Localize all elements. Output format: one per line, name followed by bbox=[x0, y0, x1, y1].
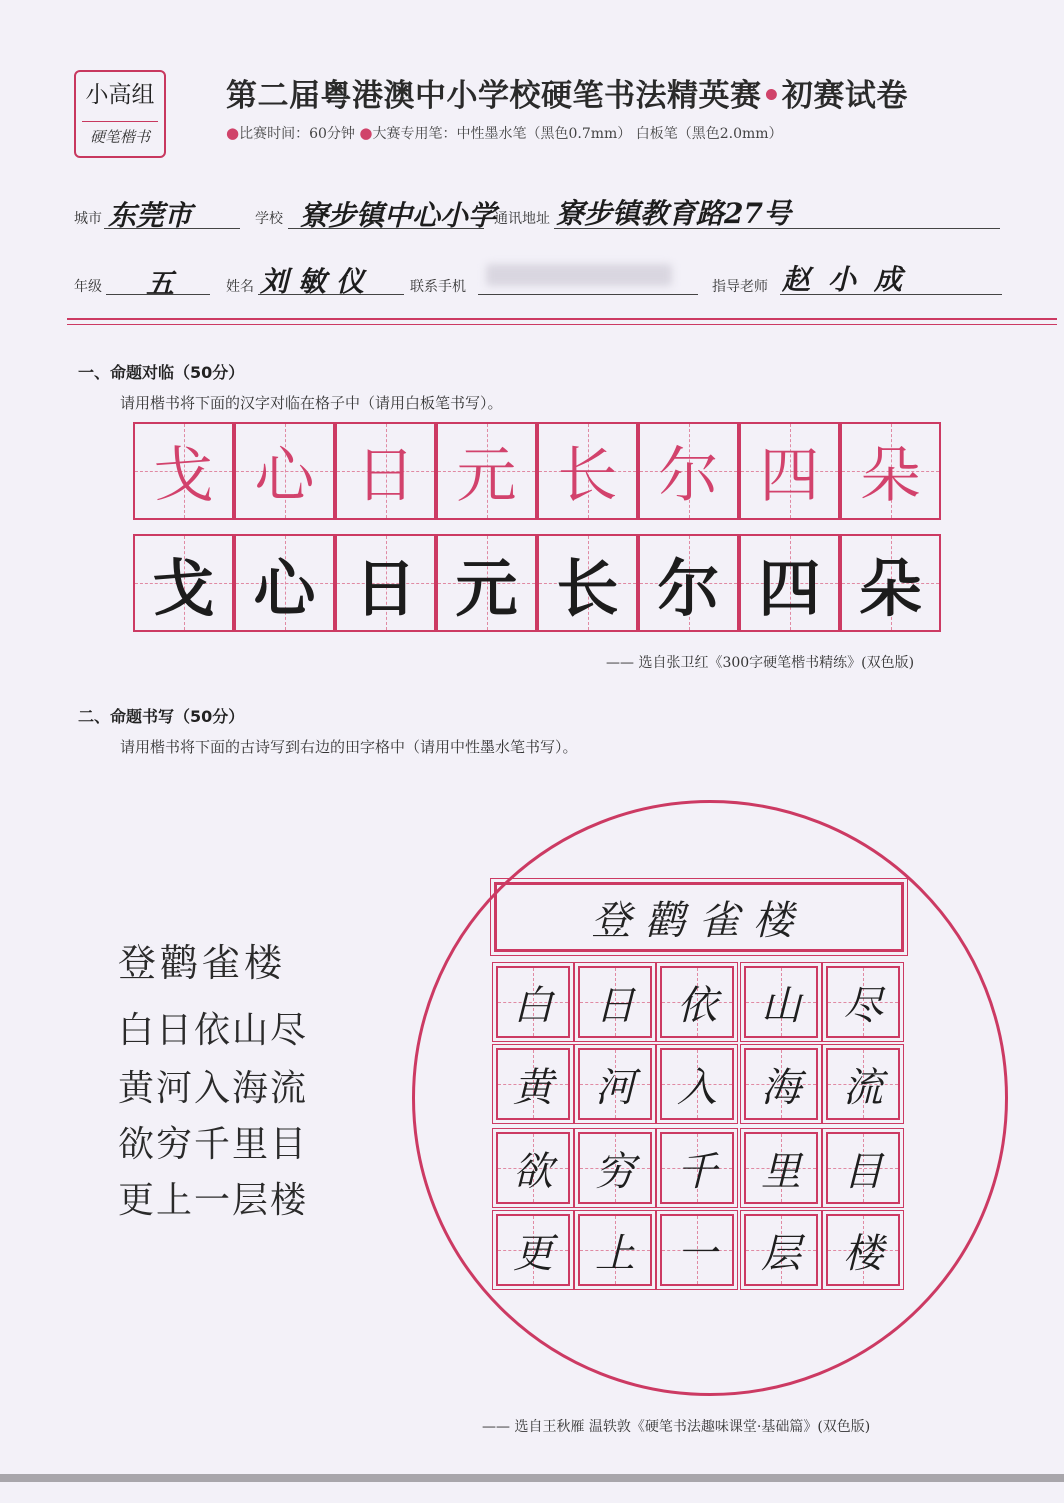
written-poem-cell[interactable] bbox=[496, 1214, 570, 1286]
bottom-bar bbox=[0, 1474, 1064, 1482]
model-char-row bbox=[133, 422, 942, 520]
model-char: 四 bbox=[759, 441, 820, 511]
name-label: 姓名 bbox=[226, 279, 254, 295]
title-dot: • bbox=[761, 78, 782, 114]
written-title-box[interactable] bbox=[494, 882, 904, 952]
written-char-cell[interactable] bbox=[739, 534, 840, 632]
written-char-cell[interactable] bbox=[537, 534, 638, 632]
written-poem-char: 里 bbox=[761, 1148, 801, 1195]
written-poem-cell[interactable] bbox=[578, 1132, 652, 1204]
written-poem-cell[interactable] bbox=[660, 1132, 734, 1204]
written-poem-cell[interactable] bbox=[578, 966, 652, 1038]
written-poem-cell[interactable] bbox=[660, 1048, 734, 1120]
written-poem-char: 河 bbox=[595, 1064, 635, 1111]
written-poem-char: 依 bbox=[677, 982, 717, 1029]
written-char-cell[interactable] bbox=[335, 534, 436, 632]
badge-category: 硬笔楷书 bbox=[89, 128, 150, 146]
written-poem-cell[interactable] bbox=[826, 966, 900, 1038]
written-char-cell[interactable] bbox=[133, 534, 234, 632]
school-label: 学校 bbox=[255, 211, 283, 227]
written-poem-cell[interactable] bbox=[496, 1048, 570, 1120]
phone-underline bbox=[478, 294, 698, 295]
model-char: 日 bbox=[355, 441, 416, 511]
exam-subtitle bbox=[226, 123, 783, 143]
written-poem-char: 日 bbox=[595, 982, 635, 1029]
written-poem-char: 欲 bbox=[513, 1148, 553, 1195]
exam-time: 比赛时间：60分钟 bbox=[239, 126, 355, 142]
written-poem-char: 千 bbox=[677, 1148, 717, 1195]
teacher-value: 赵小成 bbox=[782, 263, 921, 296]
written-poem-cell[interactable] bbox=[744, 966, 818, 1038]
written-poem-char: 流 bbox=[843, 1064, 883, 1111]
written-poem-cell[interactable] bbox=[744, 1048, 818, 1120]
written-poem-cell[interactable] bbox=[744, 1132, 818, 1204]
written-char-row bbox=[133, 534, 942, 632]
grade-value: 五 bbox=[146, 267, 175, 300]
poem-line: 更上一层楼 bbox=[118, 1180, 309, 1221]
name-value: 刘敏仪 bbox=[260, 265, 375, 298]
model-char-cell bbox=[739, 422, 840, 520]
header-divider bbox=[67, 318, 1057, 320]
grade-underline bbox=[106, 294, 210, 295]
teacher-underline bbox=[780, 294, 1002, 295]
written-poem-cell[interactable] bbox=[744, 1214, 818, 1286]
group-badge bbox=[74, 70, 166, 158]
city-label: 城市 bbox=[74, 211, 102, 227]
exam-pens: 大赛专用笔：中性墨水笔（黑色0.7mm） 白板笔（黑色2.0mm） bbox=[372, 126, 783, 142]
phone-label: 联系手机 bbox=[410, 279, 466, 295]
written-title: 登鹳雀楼 bbox=[591, 897, 807, 944]
written-char-cell[interactable] bbox=[638, 534, 739, 632]
written-poem-char: 山 bbox=[761, 982, 801, 1029]
written-poem-char: 穷 bbox=[595, 1148, 635, 1195]
written-char: 日 bbox=[354, 551, 417, 625]
model-char-cell bbox=[638, 422, 739, 520]
school-value: 寮步镇中心小学 bbox=[300, 199, 497, 232]
section2-desc: 请用楷书将下面的古诗写到右边的田字格中（请用中性墨水笔书写）。 bbox=[120, 738, 578, 756]
written-poem-char: 白 bbox=[513, 982, 553, 1029]
written-poem-cell[interactable] bbox=[826, 1132, 900, 1204]
section1-source: —— 选自张卫红《300字硬笔楷书精练》(双色版) bbox=[606, 655, 915, 671]
written-poem-char: 更 bbox=[513, 1230, 553, 1277]
written-poem-cell[interactable] bbox=[578, 1214, 652, 1286]
written-char-cell[interactable] bbox=[840, 534, 941, 632]
model-char-cell bbox=[335, 422, 436, 520]
address-value: 寮步镇教育路27号 bbox=[556, 197, 791, 230]
model-char-cell bbox=[436, 422, 537, 520]
section1-title: 一、命题对临（50分） bbox=[78, 363, 245, 382]
written-poem-cell[interactable] bbox=[578, 1048, 652, 1120]
written-poem-char: 入 bbox=[677, 1064, 717, 1111]
written-char-cell[interactable] bbox=[436, 534, 537, 632]
model-char-cell bbox=[537, 422, 638, 520]
badge-group: 小高组 bbox=[85, 82, 155, 108]
written-poem-char: 黄 bbox=[513, 1064, 553, 1111]
section1-desc: 请用楷书将下面的汉字对临在格子中（请用白板笔书写）。 bbox=[120, 394, 503, 412]
written-char: 元 bbox=[455, 551, 518, 625]
bullet-icon: ● bbox=[359, 124, 373, 142]
model-char-cell bbox=[840, 422, 941, 520]
address-label: 通讯地址 bbox=[494, 211, 550, 227]
written-poem-cell[interactable] bbox=[496, 1132, 570, 1204]
city-underline bbox=[104, 228, 240, 229]
written-poem-char: 楼 bbox=[843, 1230, 883, 1277]
written-poem-cell[interactable] bbox=[660, 1214, 734, 1286]
written-poem-char: 层 bbox=[761, 1230, 801, 1277]
model-char: 长 bbox=[557, 441, 618, 511]
address-underline bbox=[554, 228, 1000, 229]
title-tail: 初赛试卷 bbox=[781, 78, 908, 114]
model-char-cell bbox=[133, 422, 234, 520]
header-divider-thin bbox=[67, 324, 1057, 325]
poem-line: 黄河入海流 bbox=[118, 1068, 309, 1109]
written-poem-char: 尽 bbox=[843, 982, 883, 1029]
model-char: 心 bbox=[254, 441, 315, 511]
city-value: 东莞市 bbox=[108, 199, 193, 232]
name-underline bbox=[258, 294, 404, 295]
grade-label: 年级 bbox=[74, 279, 102, 295]
written-char: 朵 bbox=[859, 551, 922, 625]
written-poem-cell[interactable] bbox=[660, 966, 734, 1038]
poem-line: 白日依山尽 bbox=[118, 1010, 309, 1051]
teacher-label: 指导老师 bbox=[712, 279, 768, 295]
model-char: 元 bbox=[456, 441, 517, 511]
written-char: 四 bbox=[758, 551, 821, 625]
written-poem-char: 上 bbox=[595, 1230, 635, 1277]
written-char: 尔 bbox=[657, 551, 720, 625]
poem-line: 欲穷千里目 bbox=[118, 1124, 309, 1165]
title-main: 第二届粤港澳中小学校硬笔书法精英赛 bbox=[226, 78, 762, 114]
section2-title: 二、命题书写（50分） bbox=[78, 707, 245, 726]
badge-divider bbox=[82, 121, 158, 122]
written-poem-cell[interactable] bbox=[826, 1048, 900, 1120]
written-poem-char: 一 bbox=[677, 1230, 717, 1277]
written-poem-char: 目 bbox=[843, 1148, 883, 1195]
model-char-cell bbox=[234, 422, 335, 520]
section2-source: —— 选自王秋雁 温轶敦《硬笔书法趣味课堂·基础篇》(双色版) bbox=[482, 1419, 871, 1435]
model-char: 尔 bbox=[658, 441, 719, 511]
page-title bbox=[226, 70, 1016, 115]
model-char: 朵 bbox=[860, 441, 921, 511]
phone-redacted bbox=[486, 264, 672, 286]
written-char: 长 bbox=[556, 551, 619, 625]
written-char: 心 bbox=[253, 551, 316, 625]
written-poem-cell[interactable] bbox=[496, 966, 570, 1038]
bullet-icon: ● bbox=[226, 124, 240, 142]
school-underline bbox=[288, 228, 484, 229]
written-char: 戈 bbox=[152, 551, 215, 625]
model-char: 戈 bbox=[153, 441, 214, 511]
written-poem-cell[interactable] bbox=[826, 1214, 900, 1286]
written-char-cell[interactable] bbox=[234, 534, 335, 632]
written-poem-char: 海 bbox=[761, 1064, 801, 1111]
poem-title: 登鹳雀楼 bbox=[118, 941, 287, 985]
